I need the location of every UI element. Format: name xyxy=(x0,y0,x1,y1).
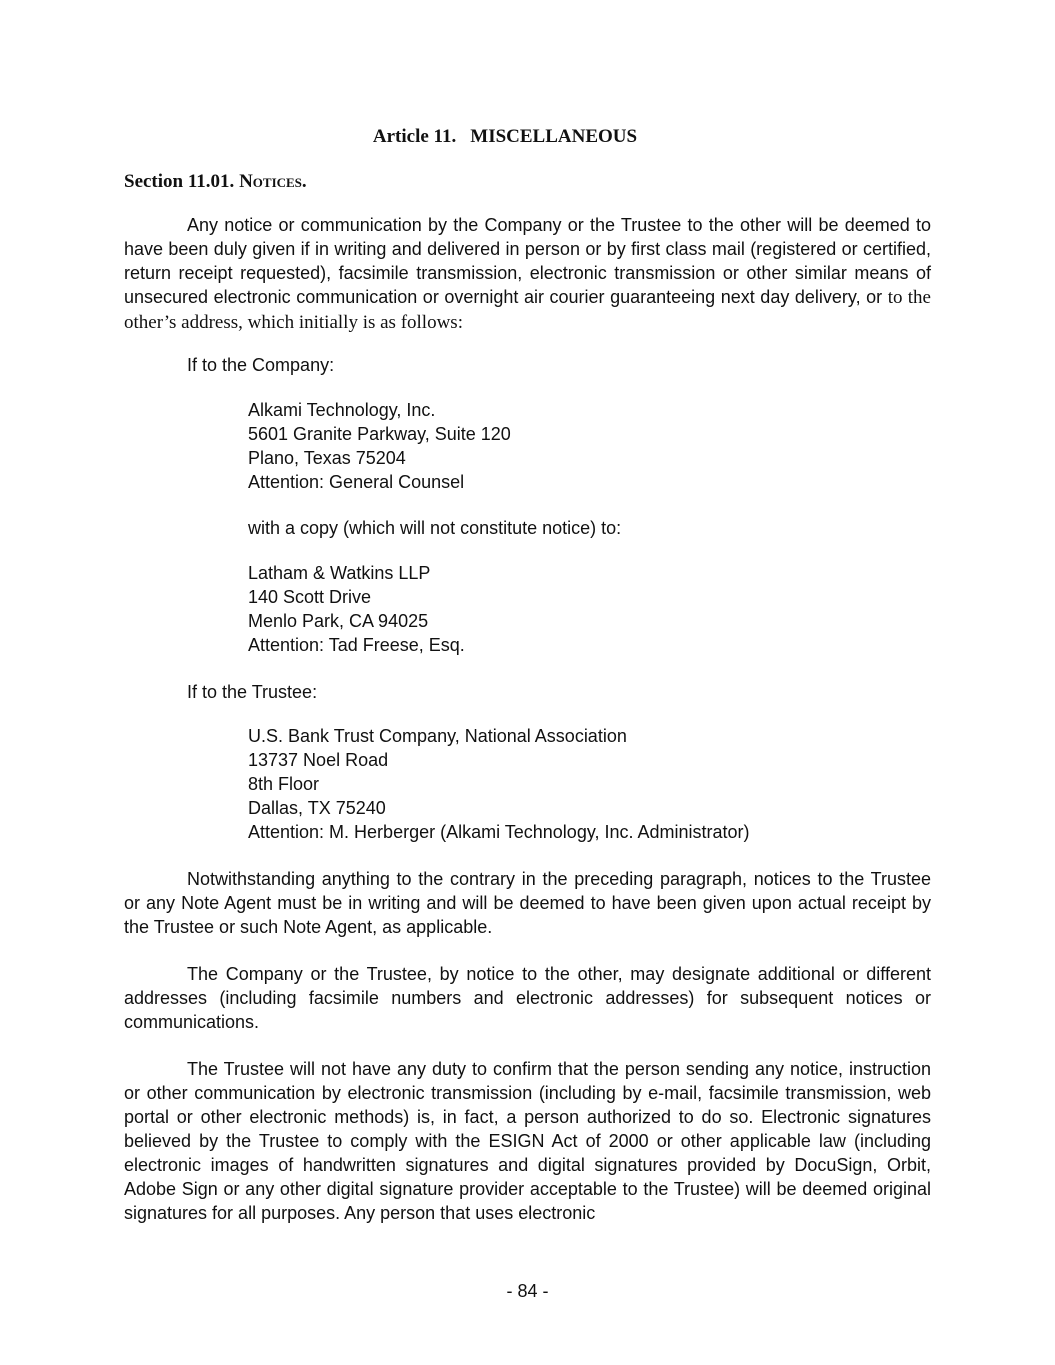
notice-intro-paragraph xyxy=(124,213,931,335)
trustee-notice-label: If to the Trustee: xyxy=(187,682,318,702)
company-address xyxy=(248,398,511,494)
address-line: Plano, Texas 75204 xyxy=(248,448,406,468)
confirmation-paragraph: The Trustee will not have any duty to confirm that the person sending any notice, instruction or other communication by electronic transmission (including by e-mail, facsimile transmission, web portal or other electronic methods) is, in fact, a person authorized to do so. Electronic signatures believed by the Trustee to comply with the ESIGN Act of 2000 or other applicable law (including electronic images of handwritten signatures and digital signatures provided by DocuSign, Orbit, Adobe Sign or any other digital signature provider acceptable to the Trustee) will be deemed original signatures for all purposes. Any person that uses electronic xyxy=(124,1059,931,1223)
company-notice-label: If to the Company: xyxy=(187,355,335,375)
address-line: Attention: General Counsel xyxy=(248,472,465,492)
trustee-address xyxy=(248,724,750,844)
section-caption: Notices. xyxy=(239,171,307,192)
notwithstanding-paragraph: Notwithstanding anything to the contrary in the preceding paragraph, notices to the Trustee or any Note Agent must be in writing and will be deemed to have been given upon actual receipt by the Trustee or such Note Agent, as applicable. xyxy=(124,869,931,937)
address-line: Latham & Watkins LLP xyxy=(248,563,431,583)
address-line: 5601 Granite Parkway, Suite 120 xyxy=(248,424,511,444)
article-number: Article 11. xyxy=(372,126,457,147)
address-line: Dallas, TX 75240 xyxy=(248,798,386,818)
address-line: Attention: M. Herberger (Alkami Technology, Inc. Administrator) xyxy=(248,822,750,842)
article-title: MISCELLANEOUS xyxy=(470,126,638,147)
notice-intro-text: Any notice or communication by the Company or the Trustee to the other will be deemed to have been duly given if in writing and delivered in person or by first class mail (registered or certified, return receipt requested), facsimile transmission, electronic transmission or other similar means of unsecured electronic communication or overnight air courier guaranteeing next day delivery, or xyxy=(124,215,931,307)
address-line: 8th Floor xyxy=(248,774,320,794)
page-number: - 84 - xyxy=(506,1281,549,1301)
notice-intro-tail: to the other’s address, which initially is as follows: xyxy=(124,287,931,333)
address-line: U.S. Bank Trust Company, National Association xyxy=(248,726,627,746)
section-heading xyxy=(124,169,307,195)
designate-paragraph: The Company or the Trustee, by notice to the other, may designate additional or different addresses (including facsimile numbers and electronic addresses) for subsequent notices or communications. xyxy=(124,964,931,1032)
address-line: Alkami Technology, Inc. xyxy=(248,400,436,420)
article-heading xyxy=(0,124,1010,150)
copy-notice-label: with a copy (which will not constitute notice) to: xyxy=(248,518,622,538)
section-number: Section 11.01. xyxy=(124,171,235,192)
address-line: 13737 Noel Road xyxy=(248,750,389,770)
address-line: Attention: Tad Freese, Esq. xyxy=(248,635,465,655)
address-line: 140 Scott Drive xyxy=(248,587,372,607)
copy-address xyxy=(248,561,465,657)
address-line: Menlo Park, CA 94025 xyxy=(248,611,429,631)
